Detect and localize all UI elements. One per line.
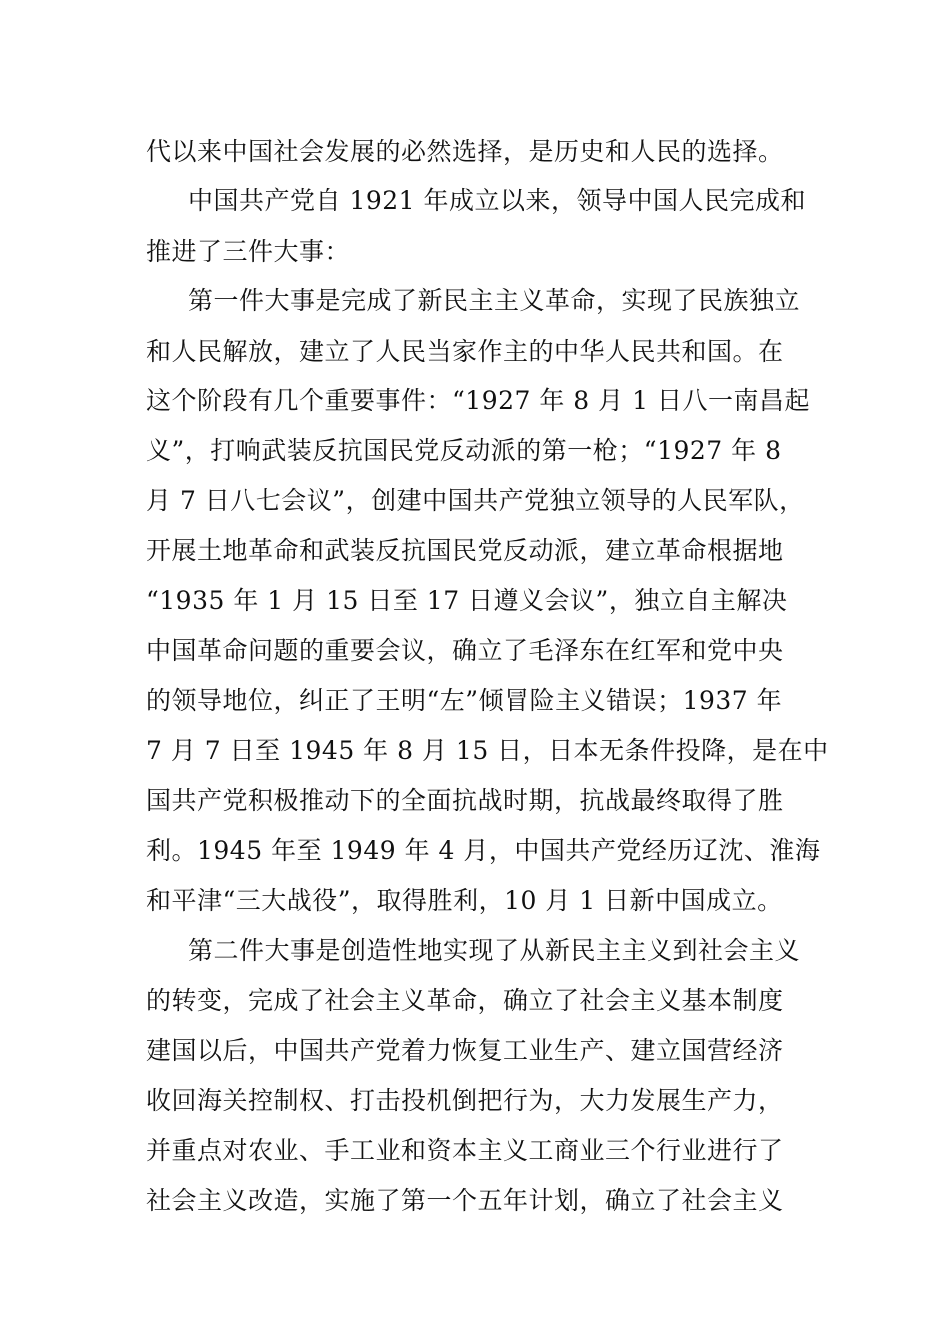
text-line: 7 月 7 日至 1945 年 8 月 15 日，日本无条件投降，是在中 (146, 736, 829, 765)
text-line: 中国革命问题的重要会议，确立了毛泽东在红军和党中央 (146, 636, 784, 665)
text-line: 和平津“三大战役”，取得胜利，10 月 1 日新中国成立。 (146, 886, 783, 915)
text-line: 社会主义改造，实施了第一个五年计划，确立了社会主义 (146, 1186, 784, 1215)
paragraph-start-line: 第一件大事是完成了新民主主义革命，实现了民族独立 (188, 286, 801, 315)
text-line: 利。1945 年至 1949 年 4 月，中国共产党经历辽沈、淮海 (146, 836, 821, 865)
text-line: 这个阶段有几个重要事件：“1927 年 8 月 1 日八一南昌起 (146, 386, 810, 415)
text-line: 的领导地位，纠正了王明“左”倾冒险主义错误；1937 年 (146, 686, 783, 715)
text-line: 开展土地革命和武装反抗国民党反动派，建立革命根据地 (146, 536, 784, 565)
text-line: 义”，打响武装反抗国民党反动派的第一枪；“1927 年 8 (146, 436, 782, 465)
text-line: “1935 年 1 月 15 日至 17 日遵义会议”，独立自主解决 (146, 586, 788, 615)
text-line: 建国以后，中国共产党着力恢复工业生产、建立国营经济 (146, 1036, 784, 1065)
text-line: 收回海关控制权、打击投机倒把行为，大力发展生产力， (146, 1086, 784, 1115)
paragraph-start-line: 中国共产党自 1921 年成立以来，领导中国人民完成和 (188, 186, 807, 215)
text-line: 月 7 日八七会议”，创建中国共产党独立领导的人民军队， (146, 486, 805, 515)
text-line: 推进了三件大事： (146, 237, 351, 266)
text-line: 代以来中国社会发展的必然选择，是历史和人民的选择。 (146, 137, 784, 166)
text-line: 国共产党积极推动下的全面抗战时期，抗战最终取得了胜 (146, 786, 784, 815)
text-line: 的转变，完成了社会主义革命，确立了社会主义基本制度 (146, 986, 784, 1015)
paragraph-start-line: 第二件大事是创造性地实现了从新民主主义到社会主义 (188, 936, 801, 965)
text-line: 并重点对农业、手工业和资本主义工商业三个行业进行了 (146, 1136, 784, 1165)
text-line: 和人民解放，建立了人民当家作主的中华人民共和国。在 (146, 337, 784, 366)
